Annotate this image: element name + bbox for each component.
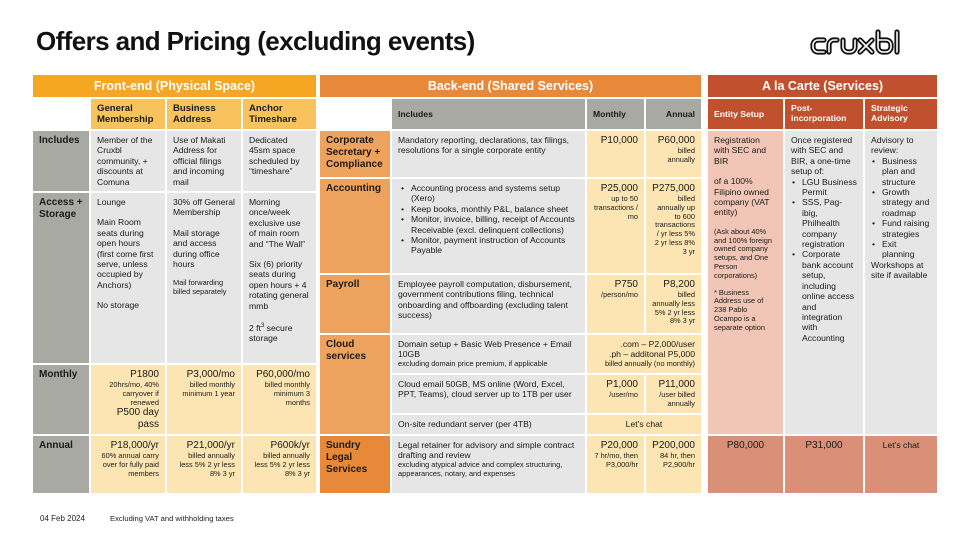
- cloud-com-price: .com – P2,000/user: [620, 339, 695, 349]
- frontend-business-includes: Use of Makati Address for official filings and incoming mail: [167, 131, 241, 191]
- accounting-item: • Monitor, payment instruction of Accounts Payable: [400, 235, 579, 256]
- cloud-ph-price: .ph – additonal P5,000: [608, 349, 695, 360]
- entity-foreign-note: (Ask about 40% and 100% foreign owned company setups, and One Person corporations): [714, 226, 772, 280]
- business-annual-note: billed annually less 5% 2 yr less 8% 3 yr: [179, 451, 235, 478]
- legal-annual-price: P200,000: [652, 440, 695, 451]
- advisory-item: • Business plan and structure: [871, 156, 931, 187]
- post-list: [791, 177, 857, 344]
- legal-annual-note: 84 hr, then P2,900/hr: [660, 451, 695, 469]
- access-secure-storage: [249, 321, 310, 344]
- access-no-storage: No storage: [97, 300, 140, 311]
- frontend-general-access: [91, 193, 165, 363]
- advisory-item: • Fund raising strategies: [871, 218, 931, 239]
- row-label-includes: Includes: [33, 131, 89, 191]
- general-monthly-price: P1800: [130, 369, 159, 380]
- general-monthly-note: 20hrs/mo, 40% carryover if renewed: [109, 380, 159, 407]
- accounting-label: Accounting: [320, 179, 390, 273]
- frontend-col-business: Business Address: [167, 99, 241, 129]
- entity-address-note: * Business Address use of 238 Pablo Ocampo is a separate option: [714, 287, 765, 332]
- corporate-annual-note: billed annually: [667, 146, 695, 164]
- frontend-col-anchor: Anchor Timeshare: [243, 99, 316, 129]
- backend-header: Back-end (Shared Services): [320, 75, 701, 97]
- backend-col-monthly: Monthly: [587, 99, 644, 129]
- cloud-price-note: billed annually (no monthly): [605, 358, 695, 368]
- general-day-pass: P500 day pass: [116, 407, 159, 431]
- cloud-row3-price: Let’s chat: [587, 415, 701, 434]
- cloud-label: Cloud services: [320, 335, 390, 434]
- corporate-annual: [646, 131, 701, 177]
- storage-label: secure storage: [249, 322, 293, 344]
- anchor-monthly-note: billed monthly minimum 3 months: [264, 380, 310, 407]
- access-lounge: Lounge: [97, 197, 126, 207]
- anchor-annual-note: billed annually less 5% 2 yr less 8% 3 yr: [254, 451, 310, 478]
- backend-col-annual: Annual: [646, 99, 701, 129]
- payroll-monthly: [587, 275, 644, 333]
- alacarte-col-post: Post-incorporation: [785, 99, 863, 129]
- accounting-monthly: [587, 179, 644, 273]
- entity-setup-price: P80,000: [708, 436, 783, 493]
- frontend-header: Front-end (Physical Space): [33, 75, 316, 97]
- cloud-email-monthly-price: P1,000: [606, 379, 638, 390]
- anchor-monthly-price: P60,000/mo: [256, 369, 310, 380]
- cloud-row3-includes: On-site redundant server (per 4TB): [392, 415, 585, 434]
- business-monthly-price: P3,000/mo: [186, 369, 235, 380]
- frontend-general-annual: [91, 436, 165, 493]
- backend-col-includes: Includes: [392, 99, 585, 129]
- access-discount: 30% off General Membership: [173, 197, 235, 218]
- entity-setup-body: [708, 131, 783, 434]
- advisory-item: • Exit planning: [871, 239, 931, 260]
- cloud-row2-monthly: [587, 375, 644, 413]
- payroll-monthly-note: /person/mo: [601, 290, 638, 299]
- cloud-row1-price: [587, 335, 701, 373]
- alacarte-col-advisory: Strategic Advisory: [865, 99, 937, 129]
- page-title: Offers and Pricing (excluding events): [36, 26, 475, 56]
- post-item: • SSS, Pag-ibig, Philhealth company registration: [791, 197, 857, 249]
- corporate-label: Corporate Secretary + Compliance: [320, 131, 390, 177]
- frontend-col-general: General Membership: [91, 99, 165, 129]
- access-mail-storage: Mail storage and access during office hours: [173, 227, 220, 270]
- business-monthly-note: billed monthly minimum 1 year: [182, 380, 235, 398]
- corporate-annual-price: P60,000: [657, 135, 695, 146]
- accounting-annual: [646, 179, 701, 273]
- cloud-email-annual-price: P11,000: [658, 379, 695, 390]
- row-label-monthly: Monthly: [33, 365, 89, 434]
- accounting-includes: [392, 179, 585, 273]
- cruxbl-logo: [808, 28, 932, 62]
- anchor-annual-price: P600k/yr: [270, 440, 310, 451]
- advisory-intro: Advisory to review:: [871, 135, 914, 156]
- advisory-item: • Growth strategy and roadmap: [871, 187, 931, 218]
- cloud-email-monthly-note: /user/mo: [609, 390, 638, 399]
- legal-monthly: [587, 436, 644, 493]
- row-label-access: Access + Storage: [33, 193, 89, 363]
- access-priority-seats: Six (6) priority seats during open hours + 4 rotating general mmb: [249, 259, 309, 311]
- legal-annual: [646, 436, 701, 493]
- post-item: • LGU Business Permit: [791, 177, 857, 198]
- legal-monthly-price: P20,000: [600, 440, 638, 451]
- payroll-includes: Employee payroll computation, disbursement, government contributions filing, technical onboarding and offboarding (excluding talent success): [392, 275, 585, 333]
- frontend-anchor-annual: [243, 436, 316, 493]
- advisory-price: Let’s chat: [865, 436, 937, 493]
- entity-filipino: of a 100% Filipino owned company (VAT entity): [714, 176, 770, 218]
- corporate-includes: Mandatory reporting, declarations, tax filings, resolutions for a single corporate entity: [392, 131, 585, 177]
- legal-includes: [392, 436, 585, 493]
- payroll-annual-price: P8,200: [663, 279, 695, 290]
- entity-registration: Registration with SEC and BIR: [714, 135, 767, 166]
- general-annual-price: P18,000/yr: [110, 440, 159, 451]
- cloud-email-annual-note: /user billed annually: [659, 390, 695, 408]
- post-incorporation-body: [785, 131, 863, 434]
- corporate-monthly: P10,000: [587, 131, 644, 177]
- business-annual-price: P21,000/yr: [186, 440, 235, 451]
- payroll-annual-note: billed annually less 5% 2 yr less 8% 3 yr: [652, 290, 695, 326]
- post-intro: Once registered with SEC and BIR, a one-time setup of:: [791, 135, 853, 177]
- access-main-room: Main Room seats during open hours (first come first serve, unless occupied by Anchors): [97, 217, 154, 290]
- frontend-anchor-includes: Dedicated 45sm space scheduled by “timeshare”: [243, 131, 316, 191]
- accounting-item: • Keep books, monthly P&L, balance sheet: [400, 204, 579, 214]
- alacarte-header: A la Carte (Services): [708, 75, 937, 97]
- alacarte-col-entity: Entity Setup: [708, 99, 783, 129]
- frontend-general-includes: Member of the Cruxbl community, + discounts at Comuna: [91, 131, 165, 191]
- post-item: • Corporate bank account setup, including online access and integration with Accounting: [791, 249, 857, 343]
- frontend-anchor-monthly: [243, 365, 316, 434]
- payroll-monthly-price: P750: [614, 279, 638, 290]
- frontend-business-annual: [167, 436, 241, 493]
- accounting-list: [398, 183, 579, 256]
- frontend-anchor-access: [243, 193, 316, 363]
- post-incorporation-price: P31,000: [785, 436, 863, 493]
- access-mail-forwarding: Mail forwarding billed separately: [173, 278, 227, 297]
- storage-sup: 3: [260, 323, 265, 330]
- accounting-monthly-price: P25,000: [600, 183, 638, 194]
- footer-note: Excluding VAT and withholding taxes: [110, 514, 234, 523]
- accounting-annual-price: P275,000: [652, 183, 695, 194]
- accounting-annual-note: billed annually up to 600 transactions / yr less 5% 2 yr less 8% 3 yr: [654, 194, 695, 256]
- frontend-business-monthly: [167, 365, 241, 434]
- accounting-item: • Monitor, invoice, billing, receipt of Accounts Receivable (excl. delinquent collections): [400, 214, 579, 235]
- row-label-annual: Annual: [33, 436, 89, 493]
- payroll-label: Payroll: [320, 275, 390, 333]
- frontend-business-access: [167, 193, 241, 363]
- legal-note: excluding atypical advice and complex structuring, appearances, notary, and expenses: [398, 459, 563, 478]
- advisory-list: [871, 156, 931, 260]
- legal-label: Sundry Legal Services: [320, 436, 390, 493]
- cloud-row2-annual: [646, 375, 701, 413]
- general-annual-note: 60% annual carry over for fully paid members: [101, 451, 159, 478]
- advisory-outro: Workshops at site if available: [871, 259, 928, 281]
- legal-monthly-note: 7 hr/mo, then P3,000/hr: [594, 451, 638, 469]
- cloud-domain-note: excluding domain price premium, if applicable: [398, 358, 548, 368]
- footer-date: 04 Feb 2024: [40, 514, 85, 523]
- cloud-row1-includes: [392, 335, 585, 373]
- accounting-monthly-note: up to 50 transactions / mo: [594, 194, 638, 221]
- storage-size: 2 ft: [249, 322, 261, 333]
- payroll-annual: [646, 275, 701, 333]
- frontend-general-monthly: [91, 365, 165, 434]
- cloud-domain-text: Domain setup + Basic Web Presence + Email 10GB: [398, 339, 572, 360]
- advisory-body: [865, 131, 937, 434]
- accounting-item: • Accounting process and systems setup (Xero): [400, 183, 579, 204]
- cloud-row2-includes: Cloud email 50GB, MS online (Word, Excel, PPT, Teams), cloud server up to 1TB per user: [392, 375, 585, 413]
- access-morning-use: Morning once/week exclusive use of main room and “The Wall”: [249, 197, 306, 249]
- legal-text: Legal retainer for advisory and simple contract drafting and review: [398, 440, 575, 461]
